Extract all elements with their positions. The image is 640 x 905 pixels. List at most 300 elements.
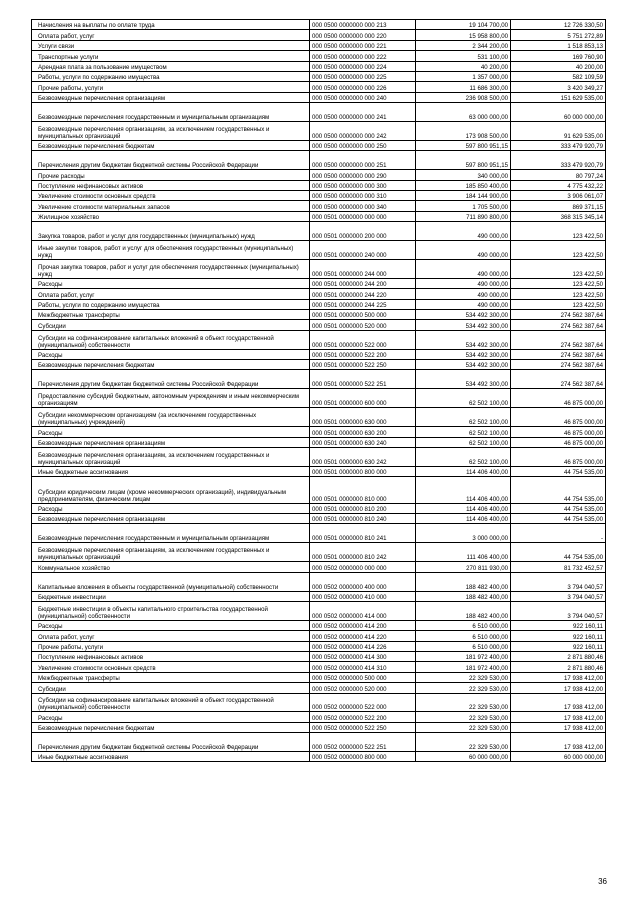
table-row <box>32 289 606 299</box>
table-row <box>32 631 606 641</box>
row-executed: 3 906 061,07 <box>511 190 606 200</box>
row-name-cell <box>32 222 310 241</box>
row-executed: 123 422,50 <box>511 299 606 309</box>
row-approved: 534 492 300,00 <box>416 330 511 349</box>
row-name-cell <box>32 170 310 180</box>
table-row <box>32 122 606 141</box>
row-executed: 46 875 000,00 <box>511 389 606 408</box>
row-approved: 22 329 530,00 <box>416 683 511 693</box>
row-code: 000 0501 0000000 810 241 <box>310 524 416 543</box>
row-executed: 274 562 387,64 <box>511 320 606 330</box>
row-name: Перечисления другим бюджетам бюджетной системы Российской Федерации <box>38 744 259 752</box>
row-code: 000 0502 0000000 414 200 <box>310 620 416 630</box>
row-approved: 534 492 300,00 <box>416 309 511 319</box>
row-executed: 3 794 040,57 <box>511 601 606 620</box>
row-name: Безвозмездные перечисления государственным и муниципальным организациям <box>38 114 270 122</box>
row-executed: 922 160,11 <box>511 631 606 641</box>
row-executed: 40 200,00 <box>511 61 606 71</box>
row-name: Жилищное хозяйство <box>38 214 100 222</box>
row-executed: 274 562 387,64 <box>511 349 606 359</box>
row-name-cell <box>32 360 310 370</box>
row-approved: 597 800 951,15 <box>416 140 511 150</box>
row-executed: 869 371,15 <box>511 201 606 211</box>
row-code: 000 0500 0000000 000 251 <box>310 151 416 170</box>
row-approved: 597 800 951,15 <box>416 151 511 170</box>
row-code: 000 0500 0000000 000 290 <box>310 170 416 180</box>
row-executed: - <box>511 524 606 543</box>
row-name: Прочие работы, услуги <box>38 84 104 92</box>
table-row <box>32 170 606 180</box>
row-code: 000 0501 0000000 630 242 <box>310 447 416 466</box>
row-code: 000 0502 0000000 414 226 <box>310 641 416 651</box>
row-code: 000 0500 0000000 000 340 <box>310 201 416 211</box>
row-executed: 274 562 387,64 <box>511 360 606 370</box>
row-code: 000 0500 0000000 000 213 <box>310 20 416 30</box>
row-code: 000 0500 0000000 000 250 <box>310 140 416 150</box>
row-executed: 123 422,50 <box>511 222 606 241</box>
row-name-cell <box>32 289 310 299</box>
row-name: Безвозмездные перечисления организациям <box>38 439 166 447</box>
row-executed: 582 109,59 <box>511 71 606 81</box>
row-code: 000 0501 0000000 244 000 <box>310 259 416 278</box>
row-executed: 81 732 452,57 <box>511 562 606 572</box>
row-code: 000 0500 0000000 000 241 <box>310 103 416 122</box>
row-code: 000 0500 0000000 000 300 <box>310 180 416 190</box>
row-name: Безвозмездные перечисления бюджетам <box>38 143 155 151</box>
row-name: Безвозмездные перечисления организациям <box>38 95 166 103</box>
table-row <box>32 651 606 661</box>
row-approved: 188 482 400,00 <box>416 572 511 591</box>
row-executed: 44 754 535,00 <box>511 514 606 524</box>
table-row <box>32 712 606 722</box>
row-name-cell <box>32 620 310 630</box>
row-executed: 46 875 000,00 <box>511 447 606 466</box>
table-row <box>32 733 606 752</box>
row-approved: 1 357 000,00 <box>416 71 511 81</box>
row-name-cell <box>32 122 310 141</box>
row-code: 000 0501 0000000 630 000 <box>310 408 416 427</box>
row-name-cell <box>32 299 310 309</box>
row-name-cell <box>32 712 310 722</box>
row-code: 000 0501 0000000 630 200 <box>310 427 416 437</box>
row-approved: 181 972 400,00 <box>416 662 511 672</box>
row-executed: 60 000 000,00 <box>511 752 606 762</box>
row-code: 000 0502 0000000 522 250 <box>310 722 416 732</box>
row-code: 000 0502 0000000 414 300 <box>310 651 416 661</box>
row-code: 000 0501 0000000 810 240 <box>310 514 416 524</box>
table-row <box>32 190 606 200</box>
table-row <box>32 662 606 672</box>
row-name-cell <box>32 641 310 651</box>
row-code: 000 0502 0000000 522 200 <box>310 712 416 722</box>
row-executed: 922 160,11 <box>511 620 606 630</box>
row-name-cell <box>32 180 310 190</box>
row-name: Субсидии юридическим лицам (кроме некоммерческих организаций), индивидуальным предпринимателям, физическим лицам <box>38 488 286 503</box>
row-code: 000 0502 0000000 520 000 <box>310 683 416 693</box>
row-approved: 173 908 500,00 <box>416 122 511 141</box>
row-code: 000 0502 0000000 522 000 <box>310 693 416 712</box>
row-name: Иные бюджетные ассигнования <box>38 469 129 477</box>
row-executed: 333 479 920,79 <box>511 151 606 170</box>
row-name-cell <box>32 278 310 288</box>
row-code: 000 0502 0000000 414 220 <box>310 631 416 641</box>
row-name-cell <box>32 103 310 122</box>
table-row <box>32 278 606 288</box>
table-row <box>32 349 606 359</box>
row-approved: 490 000,00 <box>416 289 511 299</box>
row-name: Безвозмездные перечисления организациям, за исключением государственных и муниципальных организаций <box>38 547 270 562</box>
row-name-cell <box>32 51 310 61</box>
row-name: Работы, услуги по содержанию имущества <box>38 74 160 82</box>
row-name: Поступление нефинансовых активов <box>38 654 144 662</box>
row-name: Расходы <box>38 281 63 289</box>
row-code: 000 0500 0000000 000 224 <box>310 61 416 71</box>
row-name: Иные бюджетные ассигнования <box>38 754 129 762</box>
row-code: 000 0501 0000000 522 250 <box>310 360 416 370</box>
row-executed: 368 315 345,14 <box>511 211 606 221</box>
budget-execution-table <box>31 19 606 762</box>
row-name-cell <box>32 330 310 349</box>
row-executed: 123 422,50 <box>511 289 606 299</box>
table-row <box>32 211 606 221</box>
row-approved: 111 406 400,00 <box>416 543 511 562</box>
row-executed: 922 160,11 <box>511 641 606 651</box>
row-name-cell <box>32 591 310 601</box>
row-name-cell <box>32 61 310 71</box>
row-approved: 184 144 900,00 <box>416 190 511 200</box>
row-approved: 534 492 300,00 <box>416 349 511 359</box>
row-code: 000 0500 0000000 000 221 <box>310 40 416 50</box>
row-name-cell <box>32 408 310 427</box>
table-row <box>32 241 606 260</box>
row-approved: 711 890 800,00 <box>416 211 511 221</box>
table-row <box>32 693 606 712</box>
row-name: Транспортные услуги <box>38 53 99 61</box>
table-row <box>32 514 606 524</box>
row-code: 000 0500 0000000 000 225 <box>310 71 416 81</box>
row-name-cell <box>32 151 310 170</box>
row-name: Увеличение стоимости материальных запасов <box>38 203 170 211</box>
row-name-cell <box>32 309 310 319</box>
row-executed: 60 000 000,00 <box>511 103 606 122</box>
row-name: Безвозмездные перечисления бюджетам <box>38 362 155 370</box>
table-row <box>32 572 606 591</box>
table-row <box>32 320 606 330</box>
row-executed: 3 420 349,27 <box>511 82 606 92</box>
table-row <box>32 437 606 447</box>
row-approved: 490 000,00 <box>416 222 511 241</box>
row-approved: 22 329 530,00 <box>416 712 511 722</box>
table-row <box>32 466 606 476</box>
row-code: 000 0501 0000000 630 240 <box>310 437 416 447</box>
row-code: 000 0501 0000000 244 200 <box>310 278 416 288</box>
row-approved: 114 406 400,00 <box>416 503 511 513</box>
row-name-cell <box>32 30 310 40</box>
table-row <box>32 71 606 81</box>
row-name-cell <box>32 514 310 524</box>
row-code: 000 0501 0000000 522 251 <box>310 370 416 389</box>
row-name-cell <box>32 543 310 562</box>
table-row <box>32 20 606 30</box>
row-name-cell <box>32 71 310 81</box>
table-row <box>32 360 606 370</box>
row-name: Бюджетные инвестиции <box>38 593 106 601</box>
row-approved: 534 492 300,00 <box>416 370 511 389</box>
row-name: Межбюджетные трансферты <box>38 675 120 683</box>
row-approved: 62 502 100,00 <box>416 408 511 427</box>
row-executed: 12 726 330,50 <box>511 20 606 30</box>
row-approved: 62 502 100,00 <box>416 447 511 466</box>
table-row <box>32 222 606 241</box>
row-name-cell <box>32 320 310 330</box>
row-name-cell <box>32 349 310 359</box>
row-name-cell <box>32 752 310 762</box>
row-name: Капитальные вложения в объекты государственной (муниципальной) собственности <box>38 583 279 591</box>
table-row <box>32 82 606 92</box>
row-code: 000 0500 0000000 000 222 <box>310 51 416 61</box>
row-name-cell <box>32 92 310 102</box>
row-approved: 62 502 100,00 <box>416 427 511 437</box>
row-code: 000 0502 0000000 400 000 <box>310 572 416 591</box>
table-row <box>32 543 606 562</box>
row-name: Предоставление субсидий бюджетным, автономным учреждениям и иным некоммерческим организациям <box>38 393 299 408</box>
row-executed: 44 754 535,00 <box>511 466 606 476</box>
row-name-cell <box>32 601 310 620</box>
row-name-cell <box>32 437 310 447</box>
row-code: 000 0501 0000000 240 000 <box>310 241 416 260</box>
row-name-cell <box>32 662 310 672</box>
row-executed: 46 875 000,00 <box>511 437 606 447</box>
row-executed: 80 797,24 <box>511 170 606 180</box>
row-name: Арендная плата за пользование имуществом <box>38 63 167 71</box>
table-row <box>32 752 606 762</box>
table-row <box>32 40 606 50</box>
row-approved: 490 000,00 <box>416 299 511 309</box>
row-name: Межбюджетные трансферты <box>38 312 120 320</box>
row-code: 000 0500 0000000 000 240 <box>310 92 416 102</box>
row-code: 000 0501 0000000 500 000 <box>310 309 416 319</box>
row-name: Оплата работ, услуг <box>38 32 95 40</box>
row-name-cell <box>32 631 310 641</box>
row-approved: 490 000,00 <box>416 278 511 288</box>
row-name: Расходы <box>38 623 63 631</box>
row-executed: 17 938 412,00 <box>511 712 606 722</box>
row-name: Оплата работ, услуг <box>38 633 95 641</box>
row-name-cell <box>32 241 310 260</box>
table-row <box>32 61 606 71</box>
row-approved: 11 686 300,00 <box>416 82 511 92</box>
table-row <box>32 180 606 190</box>
table-row <box>32 683 606 693</box>
row-code: 000 0501 0000000 810 200 <box>310 503 416 513</box>
row-executed: 274 562 387,64 <box>511 370 606 389</box>
row-approved: 1 705 500,00 <box>416 201 511 211</box>
row-code: 000 0501 0000000 244 220 <box>310 289 416 299</box>
row-name-cell <box>32 190 310 200</box>
row-executed: 44 754 535,00 <box>511 543 606 562</box>
row-approved: 22 329 530,00 <box>416 733 511 752</box>
row-name: Расходы <box>38 506 63 514</box>
table-row <box>32 201 606 211</box>
row-name: Увеличение стоимости основных средств <box>38 193 156 201</box>
row-approved: 22 329 530,00 <box>416 693 511 712</box>
row-approved: 15 958 800,00 <box>416 30 511 40</box>
row-name-cell <box>32 672 310 682</box>
row-name: Услуги связи <box>38 43 75 51</box>
row-executed: 17 938 412,00 <box>511 722 606 732</box>
row-name: Расходы <box>38 714 63 722</box>
row-code: 000 0502 0000000 522 251 <box>310 733 416 752</box>
row-code: 000 0501 0000000 200 000 <box>310 222 416 241</box>
row-executed: 274 562 387,64 <box>511 330 606 349</box>
row-executed: 44 754 535,00 <box>511 477 606 504</box>
table-row <box>32 151 606 170</box>
row-code: 000 0501 0000000 244 225 <box>310 299 416 309</box>
row-approved: 40 200,00 <box>416 61 511 71</box>
row-approved: 114 406 400,00 <box>416 514 511 524</box>
row-name-cell <box>32 259 310 278</box>
table-row <box>32 427 606 437</box>
row-name: Субсидии <box>38 322 66 330</box>
table-row <box>32 641 606 651</box>
row-code: 000 0501 0000000 000 000 <box>310 211 416 221</box>
row-approved: 22 329 530,00 <box>416 672 511 682</box>
row-code: 000 0500 0000000 000 310 <box>310 190 416 200</box>
row-approved: 6 510 000,00 <box>416 631 511 641</box>
row-name: Субсидии <box>38 685 66 693</box>
row-name: Поступление нефинансовых активов <box>38 182 144 190</box>
row-code: 000 0502 0000000 410 000 <box>310 591 416 601</box>
row-name-cell <box>32 562 310 572</box>
row-approved: 236 908 500,00 <box>416 92 511 102</box>
table-row <box>32 722 606 732</box>
row-executed: 274 562 387,64 <box>511 309 606 319</box>
row-name: Безвозмездные перечисления организациям, за исключением государственных и муниципальных организаций <box>38 451 270 466</box>
row-executed: 5 751 272,89 <box>511 30 606 40</box>
row-executed: 46 875 000,00 <box>511 427 606 437</box>
row-approved: 114 406 400,00 <box>416 477 511 504</box>
table-row <box>32 447 606 466</box>
row-name-cell <box>32 722 310 732</box>
row-code: 000 0501 0000000 520 000 <box>310 320 416 330</box>
row-approved: 62 502 100,00 <box>416 389 511 408</box>
row-name-cell <box>32 524 310 543</box>
row-approved: 62 502 100,00 <box>416 437 511 447</box>
row-name-cell <box>32 20 310 30</box>
row-executed: 2 871 880,46 <box>511 662 606 672</box>
table-row <box>32 259 606 278</box>
row-approved: 490 000,00 <box>416 241 511 260</box>
table-row <box>32 562 606 572</box>
row-executed: 123 422,50 <box>511 259 606 278</box>
row-executed: 2 871 880,46 <box>511 651 606 661</box>
row-name-cell <box>32 211 310 221</box>
row-code: 000 0501 0000000 800 000 <box>310 466 416 476</box>
row-name-cell <box>32 201 310 211</box>
row-executed: 123 422,50 <box>511 278 606 288</box>
table-row <box>32 140 606 150</box>
table-row <box>32 591 606 601</box>
row-name-cell <box>32 40 310 50</box>
row-code: 000 0501 0000000 522 200 <box>310 349 416 359</box>
table-row <box>32 103 606 122</box>
row-code: 000 0502 0000000 800 000 <box>310 752 416 762</box>
row-approved: 534 492 300,00 <box>416 320 511 330</box>
row-name-cell <box>32 370 310 389</box>
row-code: 000 0502 0000000 414 310 <box>310 662 416 672</box>
table-row <box>32 477 606 504</box>
row-code: 000 0502 0000000 500 000 <box>310 672 416 682</box>
row-approved: 60 000 000,00 <box>416 752 511 762</box>
row-approved: 340 000,00 <box>416 170 511 180</box>
table-row <box>32 503 606 513</box>
table-row <box>32 30 606 40</box>
row-name: Прочие работы, услуги <box>38 643 104 651</box>
row-name: Безвозмездные перечисления организациям, за исключением государственных и муниципальных организаций <box>38 125 270 140</box>
row-name: Безвозмездные перечисления организациям <box>38 516 166 524</box>
row-approved: 185 850 400,00 <box>416 180 511 190</box>
row-approved: 188 482 400,00 <box>416 591 511 601</box>
row-approved: 114 406 400,00 <box>416 466 511 476</box>
row-approved: 534 492 300,00 <box>416 360 511 370</box>
row-executed: 169 760,90 <box>511 51 606 61</box>
row-executed: 151 629 535,00 <box>511 92 606 102</box>
table-row <box>32 408 606 427</box>
row-name: Бюджетные инвестиции в объекты капитального строительства государственной (муниципальной) собственности <box>38 605 268 620</box>
row-approved: 19 104 700,00 <box>416 20 511 30</box>
row-name: Безвозмездные перечисления государственным и муниципальным организациям <box>38 535 270 543</box>
row-executed: 17 938 412,00 <box>511 733 606 752</box>
row-executed: 333 479 920,79 <box>511 140 606 150</box>
row-executed: 17 938 412,00 <box>511 693 606 712</box>
row-executed: 123 422,50 <box>511 241 606 260</box>
row-executed: 3 794 040,57 <box>511 591 606 601</box>
row-code: 000 0501 0000000 810 242 <box>310 543 416 562</box>
row-name-cell <box>32 503 310 513</box>
row-name: Начисления на выплаты по оплате труда <box>38 22 155 30</box>
row-name-cell <box>32 82 310 92</box>
row-executed: 3 794 040,57 <box>511 572 606 591</box>
row-name: Субсидии на софинансирование капитальных вложений в объект государственной (муниципальной) собственности <box>38 697 274 712</box>
row-name: Работы, услуги по содержанию имущества <box>38 301 160 309</box>
row-name: Коммунальное хозяйство <box>38 564 110 572</box>
row-approved: 270 811 930,00 <box>416 562 511 572</box>
table-row <box>32 51 606 61</box>
row-executed: 17 938 412,00 <box>511 683 606 693</box>
row-approved: 490 000,00 <box>416 259 511 278</box>
table-row <box>32 330 606 349</box>
row-approved: 63 000 000,00 <box>416 103 511 122</box>
table-row <box>32 92 606 102</box>
row-executed: 44 754 535,00 <box>511 503 606 513</box>
row-approved: 22 329 530,00 <box>416 722 511 732</box>
table-row <box>32 601 606 620</box>
row-approved: 181 972 400,00 <box>416 651 511 661</box>
row-name: Субсидии некоммерческим организациям (за исключением государственных (муниципальных) учреждений) <box>38 412 257 427</box>
row-approved: 6 510 000,00 <box>416 620 511 630</box>
row-name-cell <box>32 140 310 150</box>
row-code: 000 0502 0000000 414 000 <box>310 601 416 620</box>
row-name-cell <box>32 572 310 591</box>
row-code: 000 0500 0000000 000 242 <box>310 122 416 141</box>
row-approved: 3 000 000,00 <box>416 524 511 543</box>
row-approved: 188 482 400,00 <box>416 601 511 620</box>
row-code: 000 0501 0000000 522 000 <box>310 330 416 349</box>
row-name: Увеличение стоимости основных средств <box>38 664 156 672</box>
table-row <box>32 524 606 543</box>
table-body <box>32 20 606 762</box>
row-name-cell <box>32 693 310 712</box>
